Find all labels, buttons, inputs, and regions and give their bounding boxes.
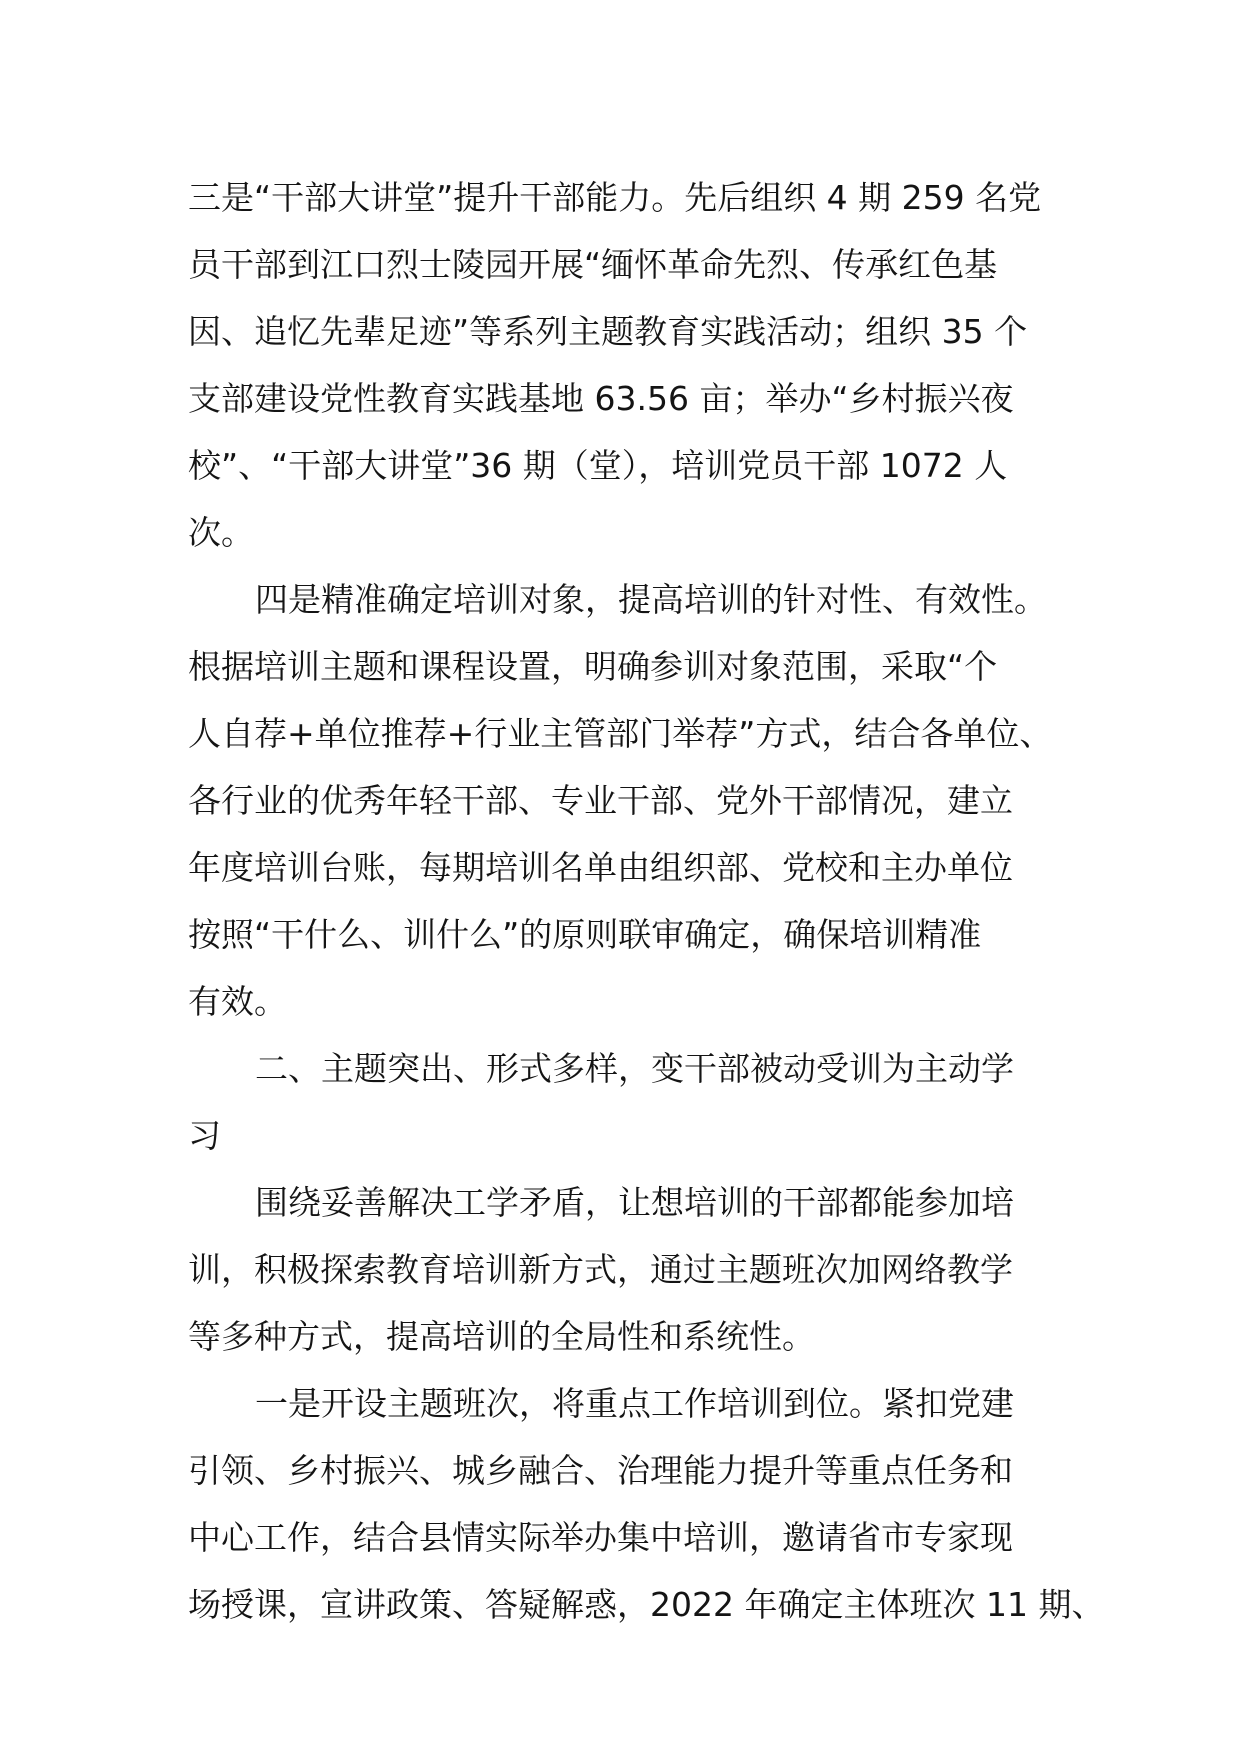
paragraph-training-lecture-hall xyxy=(188,164,1068,566)
paragraph-themed-classes xyxy=(188,1370,1105,1638)
heading-line: 习 xyxy=(188,1116,221,1155)
section-heading xyxy=(188,1035,1068,1169)
heading-line: 二、主题突出、形式多样，变干部被动受训为主动学 xyxy=(255,1049,1014,1088)
text-line: 员干部到江口烈士陵园开展“缅怀革命先烈、传承红色基 xyxy=(188,245,998,284)
text-line: 四是精准确定培训对象，提高培训的针对性、有效性。 xyxy=(255,580,1047,619)
text-line: 次。 xyxy=(188,513,254,552)
text-line: 因、追忆先辈足迹”等系列主题教育实践活动；组织 35 个 xyxy=(188,312,1028,351)
text-line: 三是“干部大讲堂”提升干部能力。先后组织 4 期 259 名党 xyxy=(188,178,1042,217)
text-line: 中心工作，结合县情实际举办集中培训，邀请省市专家现 xyxy=(188,1518,1013,1557)
text-line: 人自荐+单位推荐+行业主管部门举荐”方式，结合各单位、 xyxy=(188,714,1053,753)
document-body xyxy=(188,164,1105,1638)
text-line: 等多种方式，提高培训的全局性和系统性。 xyxy=(188,1317,815,1356)
text-line: 引领、乡村振兴、城乡融合、治理能力提升等重点任务和 xyxy=(188,1451,1013,1490)
text-line: 有效。 xyxy=(188,982,287,1021)
text-line: 训，积极探索教育培训新方式，通过主题班次加网络教学 xyxy=(188,1250,1013,1289)
text-line: 根据培训主题和课程设置，明确参训对象范围，采取“个 xyxy=(188,647,998,686)
text-line: 年度培训台账，每期培训名单由组织部、党校和主办单位 xyxy=(188,848,1013,887)
text-line: 围绕妥善解决工学矛盾，让想培训的干部都能参加培 xyxy=(255,1183,1014,1222)
text-line: 各行业的优秀年轻干部、专业干部、党外干部情况，建立 xyxy=(188,781,1013,820)
text-line: 支部建设党性教育实践基地 63.56 亩；举办“乡村振兴夜 xyxy=(188,379,1014,418)
paragraph-section-intro xyxy=(188,1169,1068,1370)
paragraph-training-targets xyxy=(188,566,1068,1035)
text-line: 场授课，宣讲政策、答疑解惑，2022 年确定主体班次 11 期、 xyxy=(188,1585,1105,1624)
text-line: 校”、“干部大讲堂”36 期（堂），培训党员干部 1072 人 xyxy=(188,446,1008,485)
text-line: 一是开设主题班次，将重点工作培训到位。紧扣党建 xyxy=(255,1384,1014,1423)
text-line: 按照“干什么、训什么”的原则联审确定，确保培训精准 xyxy=(188,915,982,954)
